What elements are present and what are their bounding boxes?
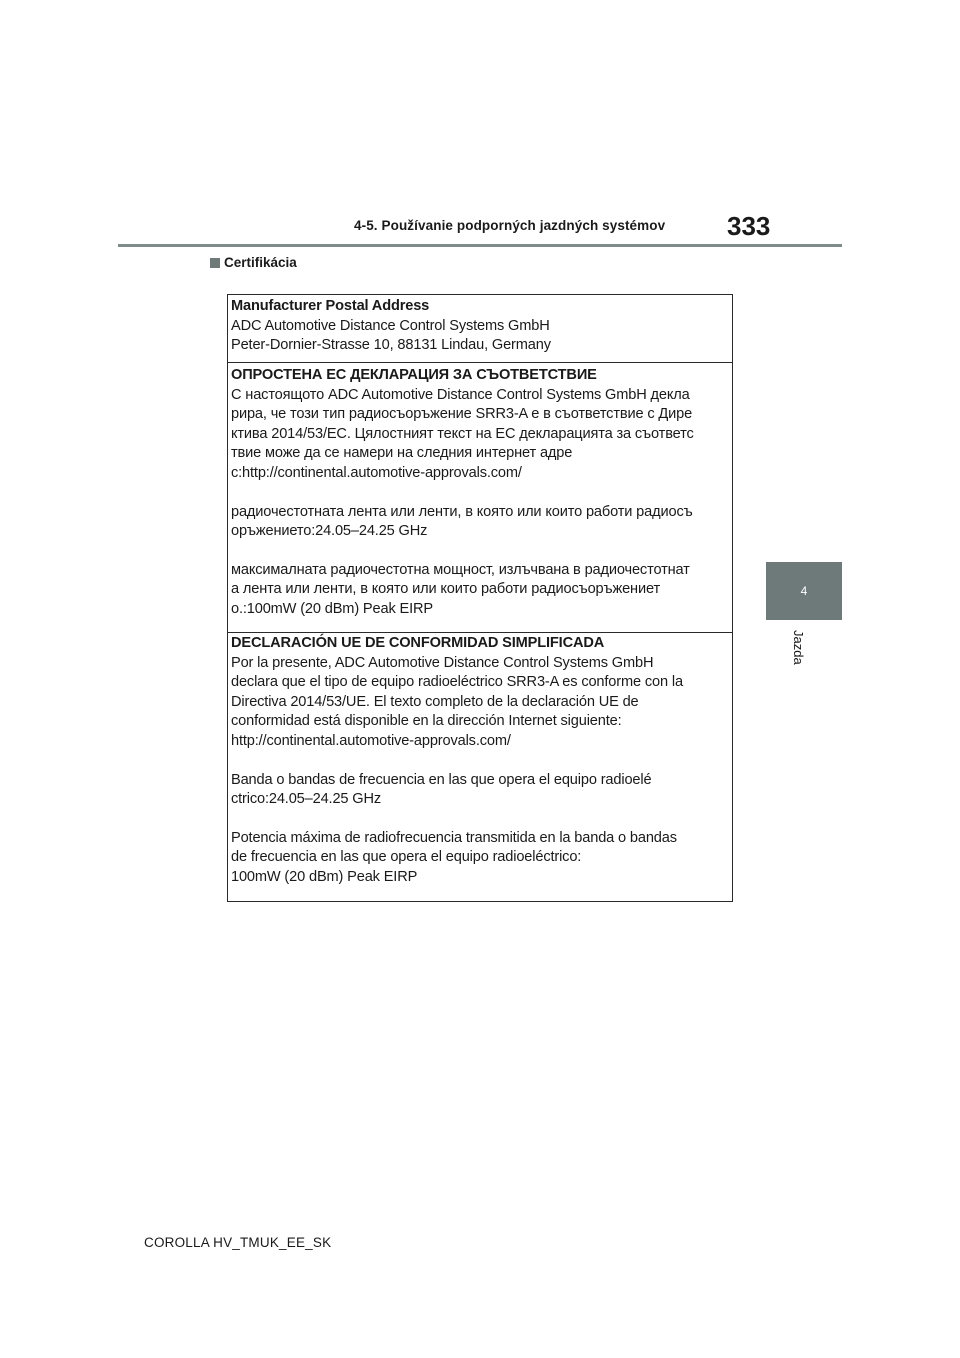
certificate-heading: DECLARACIÓN UE DE CONFORMIDAD SIMPLIFICADA bbox=[231, 635, 605, 651]
certificate-line: твие може да се намери на следния интернет адре bbox=[231, 445, 573, 462]
chapter-tab bbox=[766, 562, 842, 620]
certificate-line: c:http://continental.automotive-approvals.com/ bbox=[231, 464, 522, 481]
page-number: 333 bbox=[727, 211, 771, 241]
certificate-heading: ОПРОСТЕНА ЕС ДЕКЛАРАЦИЯ ЗА СЪОТВЕТСТВИЕ bbox=[231, 367, 597, 383]
chapter-name: Jazda bbox=[791, 630, 806, 665]
certificate-line: С настоящото ADC Automotive Distance Control Systems GmbH декла bbox=[231, 386, 690, 403]
certificate-heading: Manufacturer Postal Address bbox=[231, 298, 430, 314]
section-heading-label: Certifikácia bbox=[224, 255, 297, 270]
certificate-section bbox=[228, 633, 732, 901]
certificate-line: declara que el tipo de equipo radioeléctrico SRR3-A es conforme con la bbox=[231, 674, 683, 691]
chapter-number: 4 bbox=[800, 584, 808, 598]
certificate-line: Banda o bandas de frecuencia en las que opera el equipo radioelé bbox=[231, 771, 652, 788]
paragraph-gap bbox=[231, 484, 732, 503]
certificate-line: Peter-Dornier-Strasse 10, 88131 Lindau, Germany bbox=[231, 337, 551, 354]
certificate-line: conformidad está disponible en la dirección Internet siguiente: bbox=[231, 713, 622, 730]
paragraph-gap bbox=[231, 810, 732, 829]
certificate-line: о.:100mW (20 dBm) Peak EIRP bbox=[231, 600, 433, 617]
certificate-line: рира, че този тип радиосъоръжение SRR3-A е в съответствие с Дире bbox=[231, 406, 693, 423]
footer-model-code: COROLLA HV_TMUK_EE_SK bbox=[144, 1235, 332, 1250]
certificate-line: ктива 2014/53/ЕС. Цялостният текст на ЕС декларацията за съответс bbox=[231, 425, 694, 442]
certificate-line: ADC Automotive Distance Control Systems GmbH bbox=[231, 317, 550, 334]
certificate-line: радиочестотната лента или ленти, в която или които работи радиосъ bbox=[231, 503, 693, 520]
certificate-line: ctrico:24.05–24.25 GHz bbox=[231, 791, 382, 808]
chapter-name-wrap bbox=[791, 630, 841, 665]
certificate-line: оръжението:24.05–24.25 GHz bbox=[231, 523, 428, 540]
square-bullet-icon bbox=[210, 258, 220, 268]
certificate-section bbox=[228, 363, 732, 633]
header-rule bbox=[118, 244, 842, 247]
certificate-line: Potencia máxima de radiofrecuencia transmitida en la banda o bandas bbox=[231, 829, 677, 846]
paragraph-gap bbox=[231, 752, 732, 771]
certificate-line: а лента или ленти, в която или които работи радиосъоръжениет bbox=[231, 581, 660, 598]
section-heading bbox=[210, 255, 297, 270]
certificate-line: Directiva 2014/53/UE. El texto completo de la declaración UE de bbox=[231, 693, 639, 710]
certificate-line: Por la presente, ADC Automotive Distance Control Systems GmbH bbox=[231, 654, 654, 671]
certificate-section bbox=[228, 295, 732, 363]
certification-box bbox=[227, 294, 733, 902]
certificate-line: 100mW (20 dBm) Peak EIRP bbox=[231, 868, 418, 885]
paragraph-gap bbox=[231, 542, 732, 561]
certificate-line: максималната радиочестотна мощност, излъчвана в радиочестотнат bbox=[231, 561, 690, 578]
certificate-line: de frecuencia en las que opera el equipo radioeléctrico: bbox=[231, 849, 582, 866]
certificate-line: http://continental.automotive-approvals.com/ bbox=[231, 732, 511, 749]
running-header-title: 4-5. Používanie podporných jazdných systémov bbox=[354, 218, 666, 233]
